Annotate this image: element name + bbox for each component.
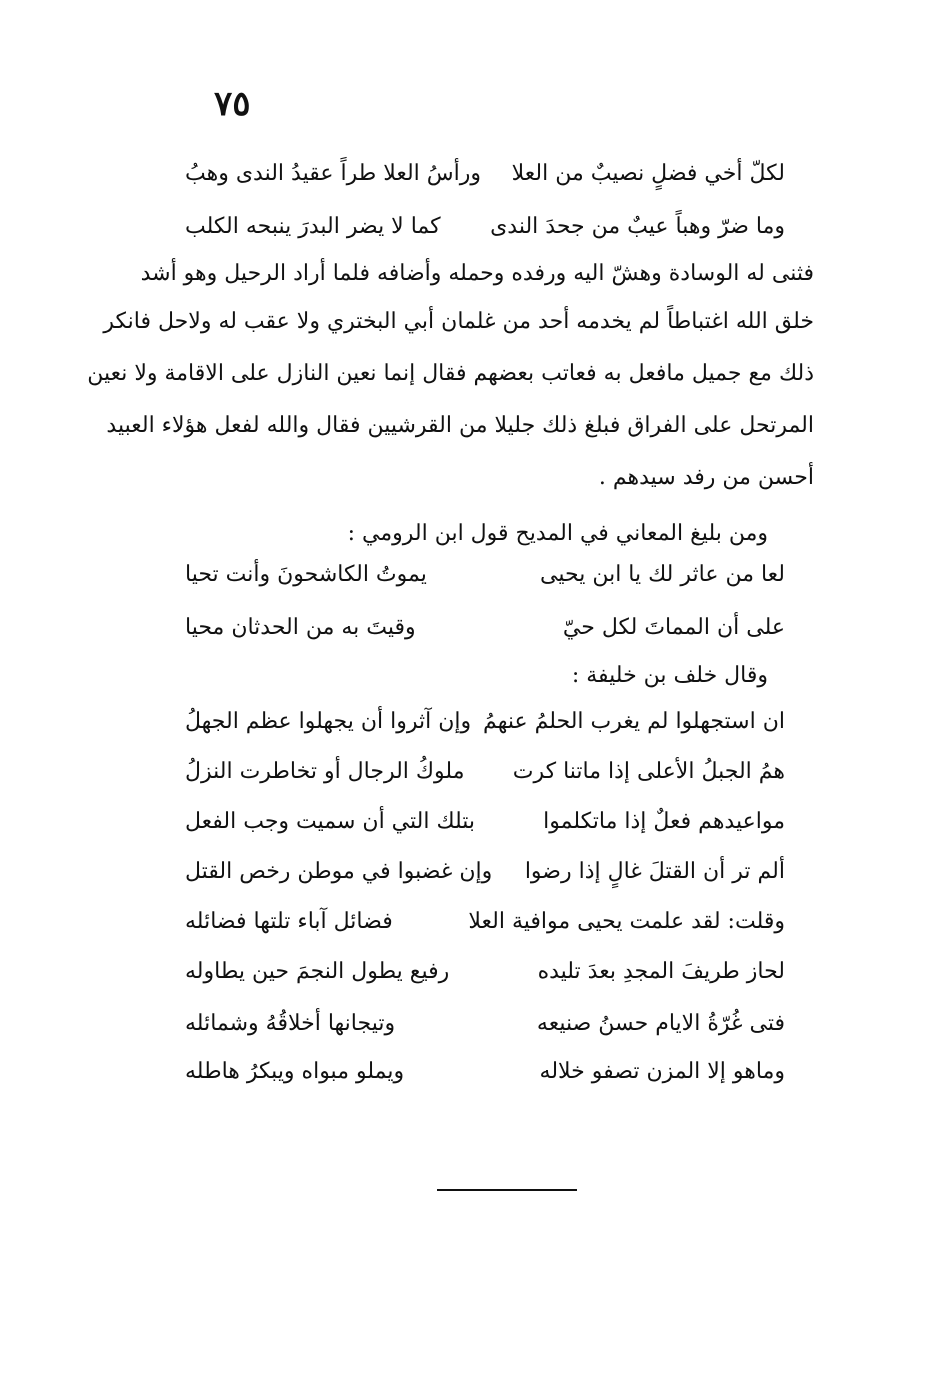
verse-second-hemistich: وإن آثروا أن يجهلوا عظم الجهلُ [185, 709, 472, 734]
verse-line [185, 553, 785, 597]
verse-first-hemistich: وما ضرّ وهباً عيبٌ من جحدَ الندى [490, 214, 785, 239]
verse-line [185, 1050, 785, 1094]
section-intro: وقال خلف بن خليفة : [571, 663, 768, 688]
verse-second-hemistich: ويملو مبواه ويبكرُ هاطله [185, 1059, 405, 1084]
verse-line [185, 800, 785, 844]
prose-line: أحسن من رفد سيدهم . [598, 465, 814, 490]
prose-line: المرتحل على الفراق فبلغ ذلك جليلا من القرشيين فقال والله لفعل هؤلاء العبيد [106, 413, 814, 438]
verse-second-hemistich: فضائل آباء تلتها فضائله [185, 909, 393, 934]
verse-second-hemistich: كما لا يضر البدرَ ينبحه الكلب [185, 214, 441, 239]
verse-line [185, 700, 785, 744]
verse-second-hemistich: وتيجانها أخلاقُهُ وشمائله [185, 1011, 396, 1036]
verse-line [185, 900, 785, 944]
page-number: ٧٥ [214, 84, 251, 124]
verse-second-hemistich: رفيع يطول النجمَ حين يطاوله [185, 959, 450, 984]
verse-line [185, 1002, 785, 1046]
verse-line [185, 850, 785, 894]
prose-line: خلق الله اغتباطاً لم يخدمه أحد من غلمان أبي البختري ولا عقب له ولاحل فانكر [103, 309, 814, 334]
verse-line [185, 205, 785, 249]
verse-second-hemistich: وإن غضبوا في موطن رخص القتل [185, 859, 493, 884]
verse-first-hemistich: لعا من عاثر لك يا ابن يحيى [540, 562, 785, 587]
prose-line: ذلك مع جميل مافعل به فعاتب بعضهم فقال إنما نعين النازل على الاقامة ولا نعين [87, 361, 814, 386]
verse-first-hemistich: ان استجهلوا لم يغرب الحلمُ عنهمُ [483, 709, 785, 734]
verse-second-hemistich: ورأسُ العلا طراً عقيدُ الندى وهبُ [185, 161, 481, 186]
verse-first-hemistich: ألم تر أن القتلَ غالٍ إذا رضوا [524, 859, 785, 884]
verse-second-hemistich: ملوكُ الرجال أو تخاطرت النزلُ [185, 759, 465, 784]
verse-first-hemistich: وماهو إلا المزن تصفو خلاله [539, 1059, 785, 1084]
section-intro: ومن بليغ المعاني في المديح قول ابن الرومي : [347, 521, 768, 546]
verse-line [185, 950, 785, 994]
verse-second-hemistich: بتلك التي أن سميت وجب الفعل [185, 809, 476, 834]
verse-line [185, 152, 785, 196]
verse-first-hemistich: لكلّ أخي فضلٍ نصيبٌ من العلا [511, 161, 785, 186]
prose-line: فثنى له الوسادة وهشّ اليه ورفده وحمله وأضافه فلما أراد الرحيل وهو أشد [140, 261, 814, 286]
verse-line [185, 606, 785, 650]
footer-rule [437, 1189, 577, 1191]
verse-first-hemistich: مواعيدهم فعلٌ إذا ماتكلموا [543, 809, 785, 834]
verse-line [185, 750, 785, 794]
verse-first-hemistich: على أن المماتَ لكل حيّ [562, 615, 785, 640]
verse-first-hemistich: همُ الجبلُ الأعلى إذا ماتنا كرت [512, 759, 785, 784]
verse-second-hemistich: يموتُ الكاشحونَ وأنت تحيا [185, 562, 427, 587]
verse-second-hemistich: وقيتَ به من الحدثان محيا [185, 615, 416, 640]
verse-first-hemistich: وقلت: لقد علمت يحيى موافية العلا [468, 909, 785, 934]
verse-first-hemistich: فتى غُرّةُ الايام حسنُ صنيعه [536, 1011, 785, 1036]
verse-first-hemistich: لحاز طريفَ المجدِ بعدَ تليده [537, 959, 785, 984]
